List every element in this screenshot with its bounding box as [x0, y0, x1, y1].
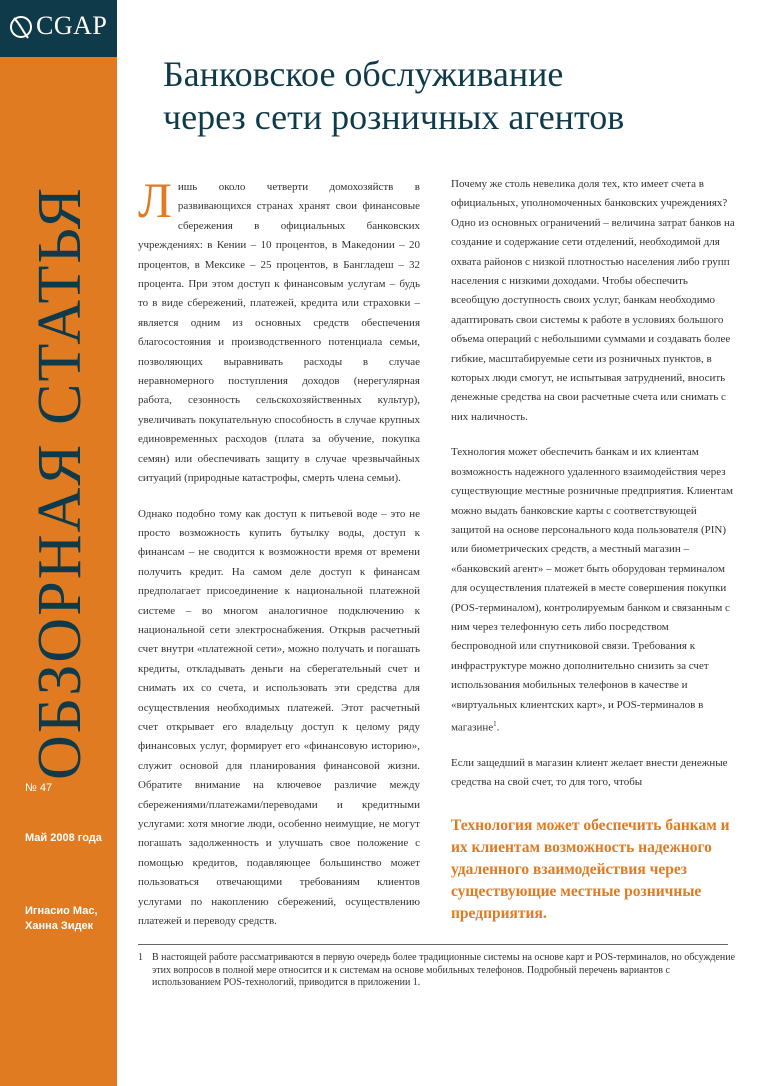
sidebar: [0, 0, 117, 1086]
title-line-1: Банковское обслуживание: [163, 54, 564, 94]
paragraph-text: Технология может обеспечить банкам и их клиентам возможность надежного удаленного взаимодействия через существующие местные розничные предприятия. Клиентам можно выдать банковские карты с соответствующей защитой на основе персонального кода пользователя (PIN) или биометрических средств, а местный магазин – «банковский агент» – может быть оборудован терминалом для осуществления платежей в месте совершения покупки (POS-терминалом), контролируемым банком и связанным с ним через телефонную сеть либо посредством беспроводной или спутниковой связи. Требования к инфраструктуре можно дополнительно снизить за счет использования мобильных телефонов в качестве и «виртуальных клиентских карт», и POS-терминалов в магазине: [451, 446, 733, 734]
paragraph: [138, 172, 420, 489]
pull-quote: Технология может обеспечить банкам и их клиентам возможность надежного удаленного взаимодействия через существующие местные розничные предприятия.: [451, 816, 730, 922]
footnote: [138, 952, 738, 990]
cgap-logo-icon: [8, 14, 34, 40]
footnote-text: В настоящей работе рассматриваются в первую очередь более традиционные системы на основе карт и POS-терминалов, но обсуждение этих вопросов в полной мере относится и к системам на основе мобильных телефонов. Подробный перечень вариантов с использованием POS-технологий, приводится в приложении 1.: [152, 952, 736, 988]
paragraph: Почему же столь невелика доля тех, кто имеет счета в официальных, уполномоченных банковских учреждениях? Одно из основных ограничений – величина затрат банков на создание и содержание сети отделений, необходимой для охвата районов с низкой плотностью населения либо групп населения с низкими доходами. Чтобы обеспечить всеобщую доступность своих услуг, банкам необходимо адаптировать свои системы к работе в условиях большого объема операций с небольшими суммами и создавать более гибкие, масштабируемые сети из розничных пунктов, в которых люди смогут, не испытывая затруднений, вносить денежные средства на свои расчетные счета или снимать с них наличность.: [451, 178, 735, 423]
column-left: [138, 172, 420, 947]
paragraph: [451, 443, 736, 738]
authors: [25, 904, 98, 934]
footnote-number: 1: [138, 952, 143, 963]
punctuation: .: [496, 721, 500, 734]
article-type-label: ОБЗОРНАЯ СТАТЬЯ: [26, 185, 94, 780]
paragraph: Если защедший в магазин клиент желает внести денежные средства на свой счет, то для того, чтобы: [451, 757, 728, 789]
paragraph: Однако подобно тому как доступ к питьевой воде – это не просто возможность купить бутылку воды, доступ к финансам – не сводится к возможности время от времени получить кредит. На самом деле доступ к финансам предполагает присоединение к национальной платежной системе – во многом аналогичное подключению к национальной сети электроснабжения. Открыв расчетный счет внутри «платежной сети», можно получать и погашать кредиты, откладывать деньги на сберегательный счет и снимать их со счета, и использовать эти средства для осуществления необходимых платежей. Этот расчетный счет открывает его владельцу доступ к целому ряду финансовых услуг, формирует его «финансовую историю», служит основой для планирования финансовой жизни. Обратите внимание на ключевое различие между сбережениями/платежами/переводами и кредитными услугами: хотя многие люди, особенно неимущие, не могут погашать задолженность и улучшать свое положение с помощью кредитов, подавляющее большинство может пользоваться отвечающими требованиям клиентов услугами по накоплению сбережений, осуществлению платежей и переводу средств.: [138, 507, 420, 928]
author-1: Игнасио Мас,: [25, 905, 98, 917]
issue-number: № 47: [25, 782, 53, 794]
logo: [0, 0, 117, 57]
drop-cap: Л: [138, 172, 172, 228]
footnote-ref[interactable]: 1: [493, 719, 497, 728]
page-title: [163, 53, 743, 139]
author-2: Ханна Зидек: [25, 920, 94, 932]
title-line-2: через сети розничных агентов: [163, 97, 625, 137]
logo-text: CGAP: [36, 11, 108, 40]
publication-date: Май 2008 года: [25, 832, 102, 844]
footnote-divider: [138, 944, 728, 945]
paragraph-text: ишь около четверти домохозяйств в развивающихся странах хранят свои финансовые сбережения в официальных банковских учреждениях: в Кении – 10 процентов, в Македонии – 20 процентов, в Мексике – 25 процентов, в Бангладеш – 32 процента. При этом доступ к финансовым услугам – будь то в виде сбережений, платежей, кредита или страховки – является одним из основных средств обеспечения благосостояния и производственного потенциала семьи, позволяющих выравнивать расходы в случае неравномерного поступления доходов (нерегулярная работа, сезонность сельскохозяйственных культур), увеличивать покупательную способность в случае крупных единовременных расходов (плата за обучение, покупка семян) или обеспечивать защиту в случае чрезвычайных ситуаций (природные катастрофы, смерть члена семьи).: [138, 181, 420, 485]
column-right: [451, 175, 736, 925]
